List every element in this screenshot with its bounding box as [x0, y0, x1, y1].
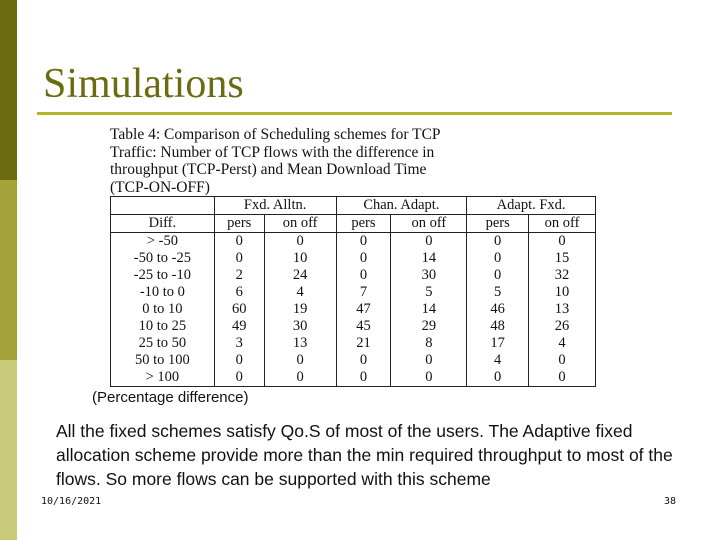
caption-line: throughput (TCP-Perst) and Mean Download Time [110, 161, 427, 178]
sidebar-band-mid [0, 180, 17, 360]
slide-title: Simulations [43, 61, 244, 107]
subheader: on off [264, 215, 336, 233]
table-row [111, 233, 596, 251]
count-cell: 0 [264, 352, 336, 369]
count-cell: 2 [214, 267, 264, 284]
table-row [111, 267, 596, 284]
count-cell: 8 [391, 335, 467, 352]
slide-body-text: All the fixed schemes satisfy Qo.S of most of the users. The Adaptive fixed allocation scheme provide more than the min required throughput to most of the flows. So more flows can be supported with this scheme [56, 421, 673, 489]
table-corner-cell [111, 197, 215, 215]
table-row [111, 352, 596, 369]
sidebar-band-light [0, 360, 17, 540]
count-cell: 0 [214, 250, 264, 267]
sidebar-band-dark [0, 0, 17, 180]
count-cell: 30 [391, 267, 467, 284]
count-cell: 0 [264, 233, 336, 251]
count-cell: 0 [214, 352, 264, 369]
count-cell: 19 [264, 301, 336, 318]
table-caption [110, 126, 610, 196]
count-cell: 4 [264, 284, 336, 301]
count-cell: 0 [391, 233, 467, 251]
subheader: on off [529, 215, 596, 233]
count-cell: 0 [529, 233, 596, 251]
count-cell: 0 [336, 250, 391, 267]
count-cell: 0 [529, 369, 596, 387]
title-divider [37, 112, 672, 115]
table-row [111, 335, 596, 352]
count-cell: 0 [264, 369, 336, 387]
count-cell: 0 [336, 233, 391, 251]
diff-range-cell: -10 to 0 [111, 284, 215, 301]
count-cell: 15 [529, 250, 596, 267]
subheader: pers [467, 215, 529, 233]
count-cell: 60 [214, 301, 264, 318]
table-row [111, 301, 596, 318]
count-cell: 0 [529, 352, 596, 369]
count-cell: 47 [336, 301, 391, 318]
table-row [111, 284, 596, 301]
count-cell: 10 [264, 250, 336, 267]
count-cell: 0 [467, 233, 529, 251]
count-cell: 46 [467, 301, 529, 318]
diff-range-cell: 25 to 50 [111, 335, 215, 352]
caption-line: Traffic: Number of TCP flows with the difference in [110, 143, 435, 161]
count-cell: 0 [467, 369, 529, 387]
count-cell: 0 [467, 250, 529, 267]
count-cell: 24 [264, 267, 336, 284]
diff-range-cell: > -50 [111, 233, 215, 251]
count-cell: 13 [264, 335, 336, 352]
count-cell: 0 [467, 267, 529, 284]
table-row [111, 250, 596, 267]
count-cell: 10 [529, 284, 596, 301]
page-number: 38 [664, 496, 677, 507]
group-header: Fxd. Alltn. [214, 197, 336, 215]
count-cell: 0 [214, 369, 264, 387]
count-cell: 0 [336, 369, 391, 387]
group-header: Adapt. Fxd. [467, 197, 596, 215]
count-cell: 14 [391, 301, 467, 318]
count-cell: 0 [336, 352, 391, 369]
count-cell: 4 [529, 335, 596, 352]
subheader: pers [214, 215, 264, 233]
count-cell: 30 [264, 318, 336, 335]
count-cell: 21 [336, 335, 391, 352]
count-cell: 48 [467, 318, 529, 335]
table-note: (Percentage difference) [92, 389, 249, 406]
count-cell: 4 [467, 352, 529, 369]
count-cell: 6 [214, 284, 264, 301]
count-cell: 7 [336, 284, 391, 301]
diff-column-header: Diff. [111, 215, 215, 233]
scheduling-comparison-table [110, 196, 596, 387]
diff-range-cell: 50 to 100 [111, 352, 215, 369]
count-cell: 5 [467, 284, 529, 301]
count-cell: 49 [214, 318, 264, 335]
count-cell: 5 [391, 284, 467, 301]
diff-range-cell: 10 to 25 [111, 318, 215, 335]
caption-line: Table 4: Comparison of Scheduling schemes for TCP [110, 126, 441, 143]
diff-range-cell: > 100 [111, 369, 215, 387]
count-cell: 0 [391, 369, 467, 387]
diff-range-cell: 0 to 10 [111, 301, 215, 318]
count-cell: 26 [529, 318, 596, 335]
subheader: on off [391, 215, 467, 233]
group-header: Chan. Adapt. [336, 197, 467, 215]
caption-line: (TCP-ON-OFF) [110, 178, 210, 196]
subheader: pers [336, 215, 391, 233]
count-cell: 29 [391, 318, 467, 335]
count-cell: 14 [391, 250, 467, 267]
count-cell: 32 [529, 267, 596, 284]
count-cell: 13 [529, 301, 596, 318]
diff-range-cell: -25 to -10 [111, 267, 215, 284]
table-row [111, 369, 596, 387]
count-cell: 0 [214, 233, 264, 251]
count-cell: 0 [391, 352, 467, 369]
table-row [111, 318, 596, 335]
footer-date: 10/16/2021 [41, 496, 102, 507]
count-cell: 45 [336, 318, 391, 335]
count-cell: 17 [467, 335, 529, 352]
count-cell: 0 [336, 267, 391, 284]
diff-range-cell: -50 to -25 [111, 250, 215, 267]
count-cell: 3 [214, 335, 264, 352]
